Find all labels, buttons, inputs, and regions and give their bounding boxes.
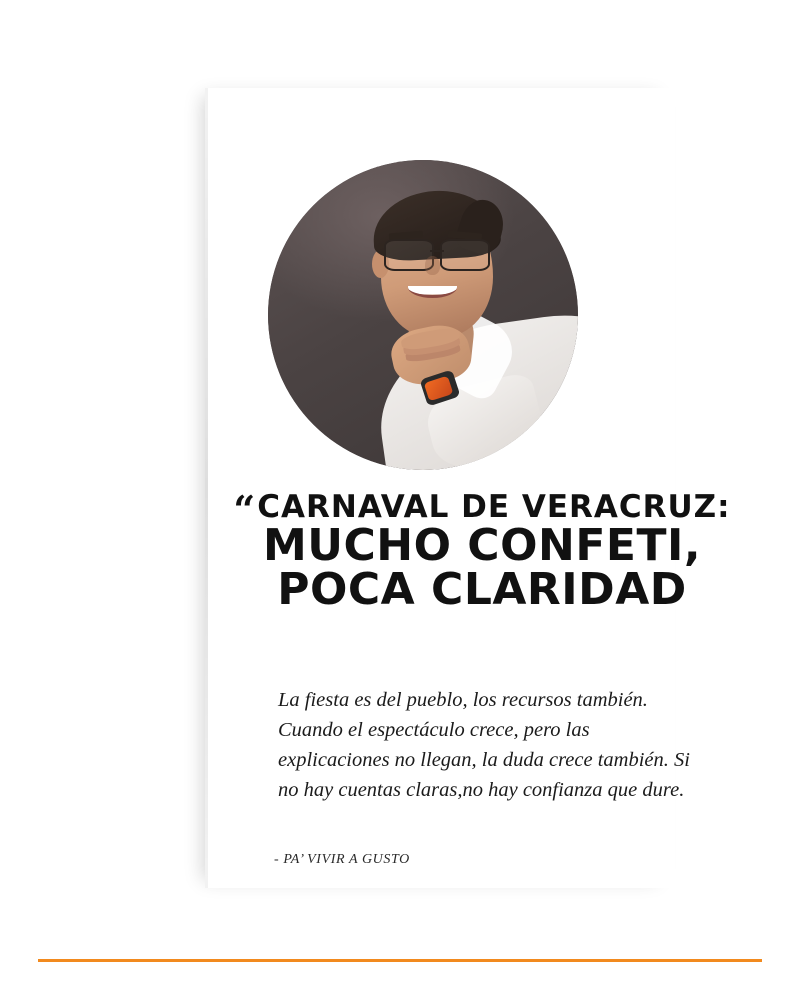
headline-line-1 bbox=[232, 487, 732, 532]
avatar bbox=[268, 160, 578, 470]
open-quote-mark: “ bbox=[233, 487, 257, 532]
headline-block bbox=[232, 487, 732, 616]
smile-shape bbox=[408, 276, 458, 298]
glasses-bridge bbox=[430, 250, 445, 252]
card-left-edge-shadow bbox=[205, 88, 208, 888]
quote-body: La fiesta es del pueblo, los recursos también. Cuando el espectáculo crece, pero las explicaciones no llegan, la duda crece también. Si no hay cuentas claras,no hay confianza que dure. bbox=[278, 688, 690, 802]
quote-attribution: - PA’ VIVIR A GUSTO bbox=[274, 852, 410, 867]
bottom-accent-rule bbox=[38, 959, 762, 962]
headline-line-1-text: CARNAVAL DE VERACRUZ: bbox=[257, 489, 731, 525]
portrait-photo bbox=[268, 160, 578, 470]
headline-line-3: POCA CLARIDAD bbox=[277, 564, 687, 616]
lens-right bbox=[440, 239, 489, 271]
page-title bbox=[232, 487, 732, 616]
nose-shape bbox=[425, 256, 441, 275]
headline-line-2: MUCHO CONFETI, bbox=[262, 519, 702, 571]
